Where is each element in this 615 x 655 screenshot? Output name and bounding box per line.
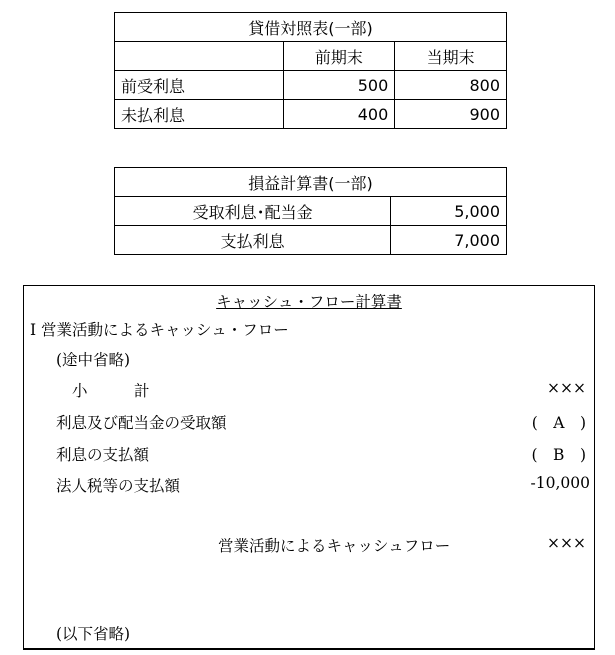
section-heading: Ⅰ 営業活動によるキャッシュ・フロー	[30, 321, 289, 339]
row-label: 前受利息	[115, 71, 284, 100]
interest-paid-label: 利息の支払額	[56, 446, 150, 464]
income-statement-table	[114, 167, 507, 255]
income-tax-paid-label: 法人税等の支払額	[56, 477, 181, 495]
cash-flow-statement	[23, 285, 595, 650]
income-statement-title: 損益計算書(一部)	[115, 168, 507, 197]
cash-flow-title: キャッシュ・フロー計算書	[216, 293, 402, 311]
interest-paid-value: ( B )	[531, 446, 586, 464]
row-value: 7,000	[391, 226, 507, 255]
table-row	[115, 71, 507, 100]
subtotal-value: ×××	[547, 379, 586, 397]
table-row	[115, 197, 507, 226]
balance-sheet-title: 貸借対照表(一部)	[115, 13, 507, 42]
interest-dividend-received-label: 利息及び配当金の受取額	[56, 414, 227, 432]
balance-sheet-table	[114, 12, 507, 129]
row-label: 未払利息	[115, 100, 284, 129]
income-tax-paid-value: -10,000	[530, 474, 590, 492]
table-row	[115, 226, 507, 255]
table-row	[115, 100, 507, 129]
operating-cash-flow-label: 営業活動によるキャッシュフロー	[218, 537, 451, 555]
row-value-curr: 900	[395, 100, 507, 129]
subtotal-label: 小 計	[72, 382, 150, 400]
row-value-prev: 500	[283, 71, 395, 100]
row-value-prev: 400	[283, 100, 395, 129]
operating-cash-flow-value: ×××	[547, 534, 586, 552]
column-header-prev: 前期末	[283, 42, 395, 71]
balance-sheet-header-blank	[115, 42, 284, 71]
omitted-rest-note: (以下省略)	[56, 625, 131, 643]
row-label: 支払利息	[115, 226, 391, 255]
omitted-middle-note: (途中省略)	[56, 351, 131, 369]
column-header-curr: 当期末	[395, 42, 507, 71]
row-value: 5,000	[391, 197, 507, 226]
interest-dividend-received-value: ( A )	[531, 414, 586, 432]
row-label: 受取利息･配当金	[115, 197, 391, 226]
row-value-curr: 800	[395, 71, 507, 100]
